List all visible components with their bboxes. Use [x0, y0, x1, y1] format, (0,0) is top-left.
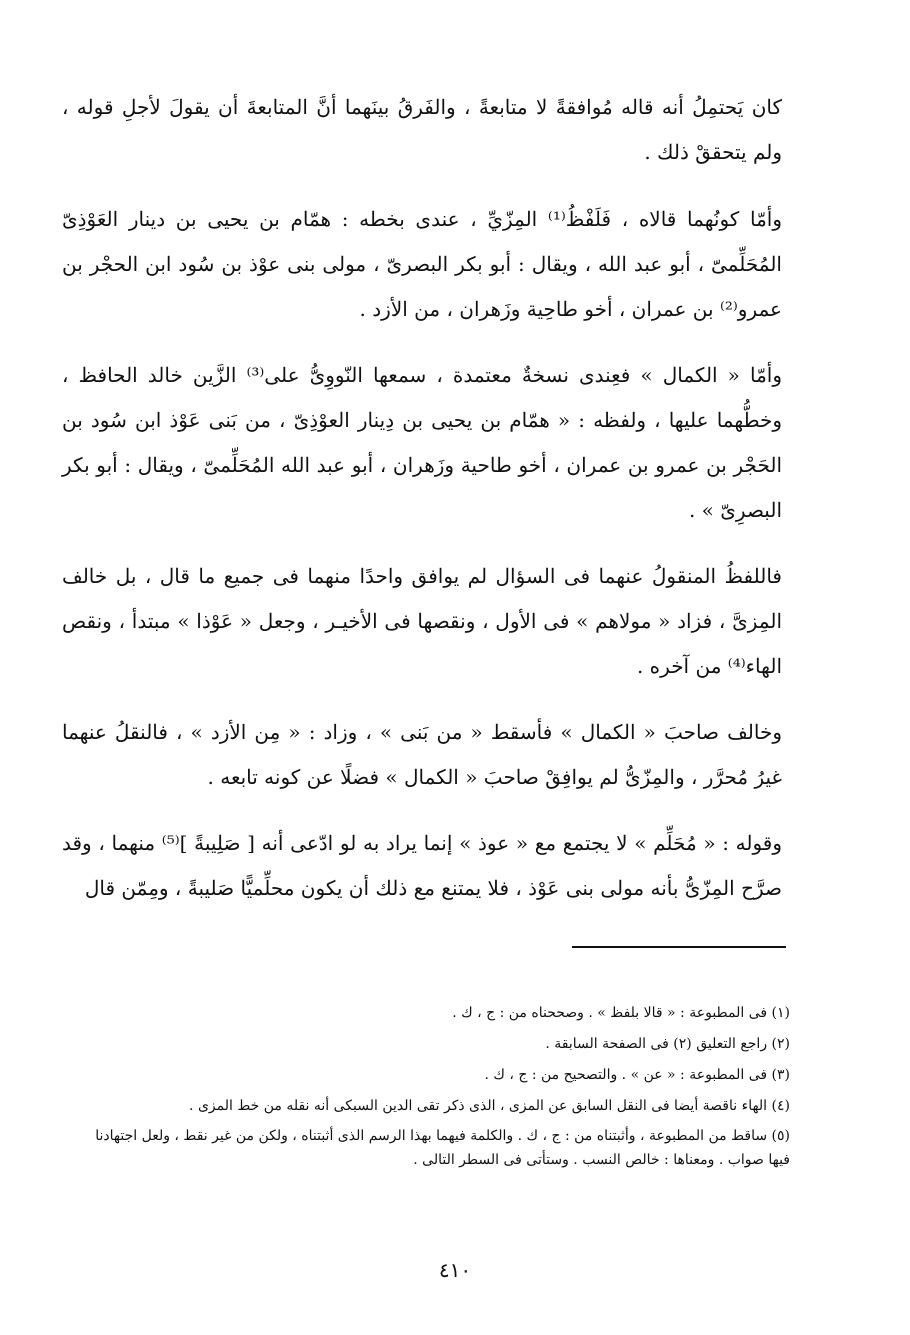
- footnote-3: (٣) فى المطبوعة : « عن » . والتصحيح من : ج ، ك .: [484, 1067, 790, 1083]
- paragraph-1: كان يَحتمِلُ أنه قاله مُوافقةً لا متابعةً ، والفَرقُ بينَهما أنَّ المتابعةَ أن يقولَ لأجلِ قوله ، ولم يتحققْ ذلك .: [62, 95, 782, 164]
- paragraph-2: وأمّا كونُهما قالاه ، فَلَفْظُ⁽¹⁾ المِزّيِّ ، عندى بخطه : همّام بن يحيى بن دينار العَوْذِىّ المُحَلِّمىّ ، أبو عبد الله ، ويقال : أبو بكر البصرىّ ، مولى بنى عوْذ بن سُود ابن الحجْر بن عمرو⁽²⁾ بن عمران ، أخو طاحِية وزَهران ، من الأزد .: [62, 207, 783, 321]
- page-number: ٤١٠: [438, 1258, 472, 1282]
- paragraph-5: وخالف صاحبَ « الكمال » فأسقط « من بَنى » ، وزاد : « مِن الأزد » ، فالنقلُ عنهما غيرُ مُحرَّر ، والمِزّىُّ لم يوافِقْ صاحبَ « الكمال » فضلًا عن كونه تابعه .: [62, 720, 782, 789]
- paragraph-3: وأمّا « الكمال » فعِندى نسخةٌ معتمدة ، سمعها النّووِىُّ على⁽³⁾ الزَّين خالد الحافظ ، وخطُّهما عليها ، ولفظه : « همّام بن يحيى بن دِينار العوْذِىّ ، من بَنى عَوْذ ابن سُود بن الحَجْر بن عمرو بن عمران ، أخو طاحية وزَهران ، أبو عبد الله المُحَلِّمىّ ، ويقال : أبو بكر البصرِىّ » .: [62, 363, 782, 522]
- paragraph-4: فاللفظُ المنقولُ عنهما فى السؤال لم يوافق واحدًا منهما فى جميع ما قال ، بل خالف المِزىَّ ، فزاد « مولاهم » فى الأول ، ونقصها فى الأخيـر ، وجعل « عَوْذا » مبتدأ ، ونقص الهاء⁽⁴⁾ من آخره .: [62, 564, 782, 678]
- paragraph-6: وقوله : « مُحَلِّم » لا يجتمع مع « عوذ » إنما يراد به لو ادّعى أنه [ صَلِيبةً ]⁽⁵⁾ منهما ، وقد صرَّح المِزّىُّ بأنه مولى بنى عَوْذ ، فلا يمتنع مع ذلك أن يكون محلِّميًّا صَليبةً ، ومِمّن قال: [62, 831, 782, 900]
- footnote-2: (٢) راجع التعليق (٢) فى الصفحة السابقة .: [545, 1036, 790, 1052]
- footnote-divider: [572, 946, 786, 948]
- main-text: [62, 85, 782, 932]
- footnote-1: (١) فى المطبوعة : « قالا بلفظ » . وصححناه من : ج ، ك .: [452, 1005, 790, 1021]
- footnote-4: (٤) الهاء ناقصة أيضا فى النقل السابق عن المزى ، الذى ذكر تقى الدين السبكى أنه نقله من خط المزى .: [189, 1098, 790, 1114]
- footnote-5: (٥) ساقط من المطبوعة ، وأثبتناه من : ج ، ك . والكلمة فيهما بهذا الرسم الذى أثبتناه ، ولكن من غير نقط ، ولعل اجتهادنا فيها صواب . ومعناها : خالص النسب . وستأتى فى السطر التالى .: [95, 1128, 790, 1168]
- footnotes: [88, 1000, 790, 1177]
